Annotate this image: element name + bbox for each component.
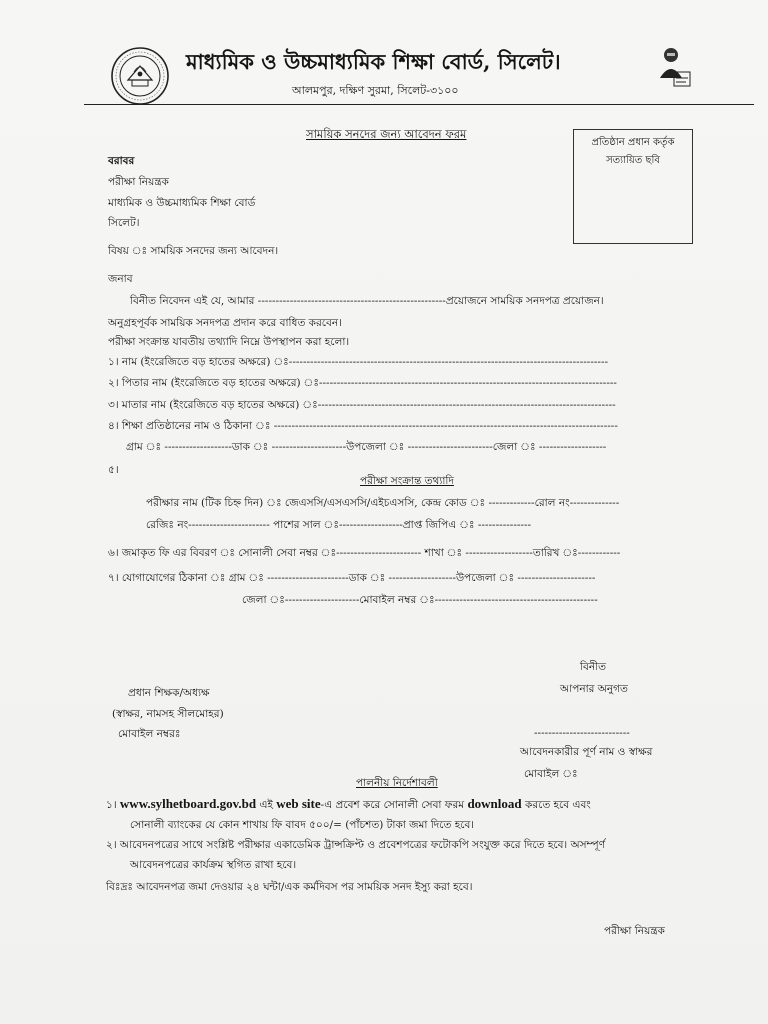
instruction-1-line-2: সোনালী ব্যাংকের যে কোন শাখায় ফি বাবদ ৫০০/= (পাঁচশত) টাকা জমা দিতে হবে। [130, 819, 475, 831]
portrait-emblem [656, 44, 692, 92]
board-address: আলমপুর, দক্ষিণ সুরমা, সিলেট-৩১০০ [292, 84, 459, 97]
field-contact-address[interactable]: ৭। যোগাযোগের ঠিকানা ঃ গ্রাম ঃ -----------------------ডাক ঃ -------------------উপজেলা ঃ ---------------------- [108, 572, 596, 584]
instruction-2-line-2: আবেদনপত্রের কার্যক্রম স্থগিত রাখা হবে। [130, 859, 297, 871]
form-title: সাময়িক সনদের জন্য আবেদন ফরম [306, 127, 467, 141]
header-divider [84, 104, 754, 105]
field-5-number: ৫। [108, 464, 119, 476]
instructions-heading: পালনীয় নির্দেশাবলী [356, 777, 438, 789]
board-title: মাধ্যমিক ও উচ্চমাধ্যমিক শিক্ষা বোর্ড, সিলেট। [186, 49, 561, 74]
field-institution-address[interactable]: গ্রাম ঃ -------------------ডাক ঃ ---------------------উপজেলা ঃ ------------------------জেলা ঃ ------------------- [126, 441, 607, 453]
photo-box-label-1: প্রতিষ্ঠান প্রধান কর্তৃক [591, 137, 675, 148]
subject-line: বিষয় ঃ সাময়িক সনদের জন্য আবেদন। [108, 245, 279, 257]
head-teacher-mobile[interactable]: মোবাইল নম্বরঃ [118, 728, 181, 740]
field-institution[interactable]: ৪। শিক্ষা প্রতিষ্ঠানের নাম ও ঠিকানা ঃ ------------------------------------------------------------------------------------------------- [108, 420, 618, 432]
recipient-line-2: মাধ্যমিক ও উচ্চমাধ্যমিক শিক্ষা বোর্ড [108, 197, 256, 209]
head-teacher-title: প্রধান শিক্ষক/অধ্যক্ষ [128, 687, 210, 699]
field-father-name[interactable]: ২। পিতার নাম (ইংরেজিতে বড় হাতের অক্ষরে) ঃ------------------------------------------------------------------------------------ [108, 377, 617, 389]
instruction-1-number: ১। [106, 799, 117, 811]
field-registration[interactable]: রেজিঃ নং----------------------- পাশের সাল ঃ------------------প্রাপ্ত জিপিএ ঃ --------------- [146, 519, 532, 531]
exam-info-heading: পরীক্ষা সংক্রান্ত তথ্যাদি [360, 475, 454, 487]
photo-box-label-2: সত্যায়িত ছবি [606, 155, 660, 166]
applicant-mobile[interactable]: মোবাইল ঃ [524, 768, 578, 780]
instruction-note: বিঃদ্রঃ আবেদনপত্র জমা দেওয়ার ২৪ ঘন্টা/এক কর্মদিবস পর সাময়িক সনদ ইস্যু করা হবে। [106, 881, 473, 893]
field-exam-name[interactable]: পরীক্ষার নাম (টিক চিহ্ন দিন) ঃ জেএসসি/এসএসসি/এইচএসসি, কেন্দ্র কোড ঃ -------------রোল নং-------------- [146, 497, 620, 509]
instruction-1-text-b: -এ প্রবেশ করে সোনালী সেবা ফরম [320, 799, 465, 811]
instruction-1-text-c: করতে হবে এবং [524, 799, 591, 811]
head-teacher-sign: (স্বাক্ষর, নামসহ সীলমোহর) [112, 708, 224, 720]
controller-signatory: পরীক্ষা নিয়ন্ত্রক [604, 925, 665, 937]
instruction-1-text-a: এই [259, 799, 273, 811]
field-district-mobile[interactable]: জেলা ঃ---------------------মোবাইল নম্বর ঃ---------------------------------------------- [242, 594, 598, 606]
instruction-1-web-site: web site [276, 796, 321, 811]
body-line-3: পরীক্ষা সংক্রান্ত যাবতীয় তথ্যাদি নিম্নে উপস্থাপন করা হলো। [108, 336, 350, 348]
attested-photo-box[interactable] [573, 129, 693, 244]
applicant-label: আবেদনকারীর পূর্ণ নাম ও স্বাক্ষর [520, 746, 653, 758]
applicant-signature-line[interactable]: --------------------------- [534, 727, 630, 739]
field-mother-name[interactable]: ৩। মাতার নাম (ইংরেজিতে বড় হাতের অক্ষরে) ঃ------------------------------------------------------------------------------------ [108, 399, 616, 411]
recipient-line-1: পরীক্ষা নিয়ন্ত্রক [108, 176, 169, 188]
instruction-1-line-1 [106, 796, 591, 813]
instruction-2-line-1: ২। আবেদনপত্রের সাথে সংশ্লিষ্ট পরীক্ষার একাডেমিক ট্রান্সক্রিপ্ট ও প্রবেশপত্রের ফটোকপি সংযুক্ত করে দিতে হবে। অসম্পূর্ণ [106, 839, 606, 851]
recipient-line-3: সিলেট। [108, 217, 140, 229]
field-name[interactable]: ১। নাম (ইংরেজিতে বড় হাতের অক্ষরে) ঃ------------------------------------------------------------------------------------------ [108, 356, 609, 368]
field-fee-details[interactable]: ৬। জমাকৃত ফি এর বিবরণ ঃ সোনালী সেবা নম্বর ঃ------------------------ শাখা ঃ -------------------তারিখ ঃ------------ [108, 547, 621, 559]
body-line-1[interactable]: বিনীত নিবেদন এই যে, আমার -----------------------------------------------------প্রয়োজনে সাময়িক সনদপত্র প্রয়োজন। [130, 295, 604, 307]
instruction-1-download: download [467, 796, 522, 811]
recipient-to: বরাবর [108, 155, 135, 167]
closing-obedient: আপনার অনুগত [560, 683, 628, 695]
salutation: জনাব [108, 273, 133, 285]
body-line-2: অনুগ্রহপূর্বক সাময়িক সনদপত্র প্রদান করে বাধিত করবেন। [108, 317, 342, 329]
board-seal-logo [110, 46, 170, 106]
closing-yours: বিনীত [580, 661, 606, 673]
board-website-link[interactable]: www.sylhetboard.gov.bd [119, 796, 257, 811]
